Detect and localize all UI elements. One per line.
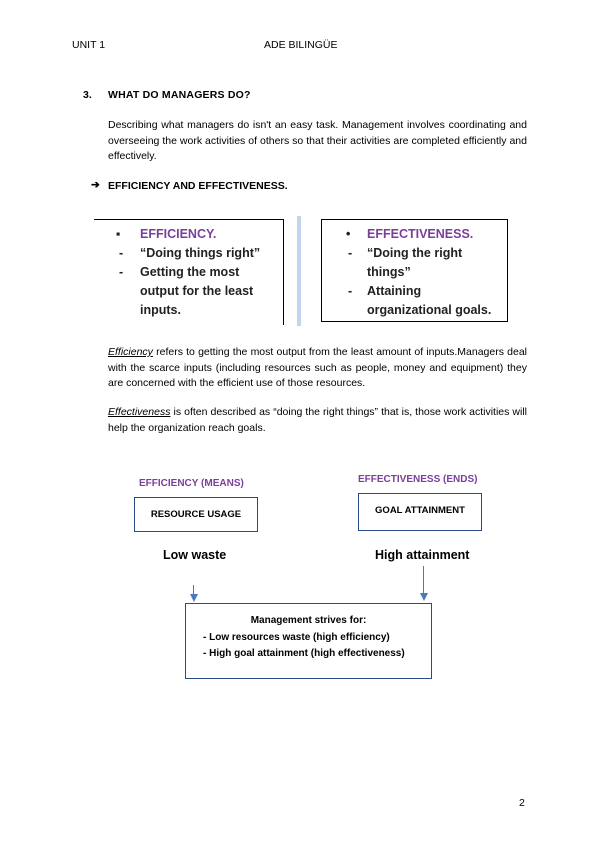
effectiveness-line-2: Attaining organizational goals.	[367, 284, 492, 317]
efficiency-line-2: Getting the most output for the least inputs.	[140, 265, 254, 317]
goal-attainment-box	[358, 493, 482, 531]
resource-usage-box	[134, 497, 258, 532]
arrow-icon: ➔	[91, 179, 100, 191]
management-item: - High goal attainment (high effectiveness)	[203, 648, 405, 659]
efficiency-dash: -	[119, 246, 124, 260]
effectiveness-title: EFFECTIVENESS.	[367, 227, 474, 241]
section-number: 3.	[83, 89, 92, 101]
down-arrow-icon	[190, 594, 198, 602]
management-title: Management strives for:	[250, 615, 367, 626]
efficiency-bullet-icon: ▪	[116, 227, 121, 241]
effectiveness-dash: -	[348, 246, 353, 260]
divider	[297, 216, 301, 326]
header-unit: UNIT 1	[72, 39, 106, 51]
diagram-right-heading: EFFECTIVENESS (ENDS)	[358, 474, 478, 485]
effectiveness-dash: -	[348, 284, 353, 298]
goal-attainment-label: GOAL ATTAINMENT	[375, 505, 465, 516]
right-arrow-shaft	[423, 566, 424, 594]
resource-usage-label: RESOURCE USAGE	[150, 509, 242, 520]
efficiency-box	[94, 219, 284, 325]
low-waste-label: Low waste	[163, 548, 227, 562]
diagram-left-heading: EFFICIENCY (MEANS)	[139, 478, 244, 489]
down-arrow-icon	[420, 593, 428, 601]
efficiency-paragraph	[108, 345, 527, 392]
management-box	[185, 603, 432, 679]
management-item: - Low resources waste (high efficiency)	[203, 632, 390, 643]
efficiency-dash: -	[119, 265, 124, 279]
intro-paragraph: Describing what managers do isn't an easy task. Management involves coordinating and overseeing the work activities of others so that their activities are completed efficiently and effectively.	[108, 119, 527, 162]
efficiency-term: Efficiency	[108, 346, 153, 358]
page-number: 2	[519, 797, 525, 809]
effectiveness-line-1: “Doing the right things”	[367, 246, 463, 279]
efficiency-line-1: “Doing things right”	[140, 246, 261, 260]
efficiency-title: EFFICIENCY.	[140, 227, 217, 241]
subheading: EFFICIENCY AND EFFECTIVENESS.	[108, 180, 288, 192]
effectiveness-box	[321, 219, 508, 322]
section-title: WHAT DO MANAGERS DO?	[108, 89, 251, 101]
effectiveness-paragraph	[108, 405, 527, 436]
effectiveness-definition: is often described as “doing the right things” that is, those work activities will help the organization reach goals.	[108, 406, 527, 434]
efficiency-definition: refers to getting the most output from the least amount of inputs.Managers deal with the scarce inputs (including resources such as people, money and equipment) they are concerned with the efficient use of those resources.	[108, 346, 527, 389]
header-title: ADE BILINGÜE	[264, 39, 338, 51]
effectiveness-bullet-icon: •	[346, 227, 351, 241]
effectiveness-term: Effectiveness	[108, 406, 171, 418]
high-attainment-label: High attainment	[375, 548, 470, 562]
